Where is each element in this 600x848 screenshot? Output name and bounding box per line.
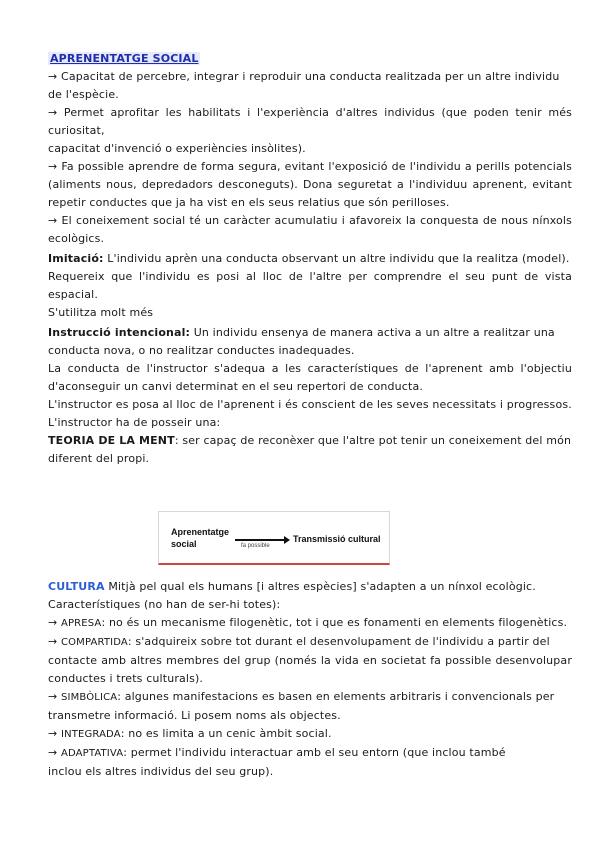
- diagram-left-line1: Aprenentatge: [171, 527, 230, 537]
- section-instruccio: [48, 324, 572, 468]
- list-item: → APRESA: no és un mecanisme filogenètic, tot i que es fonamenti en elements filogenètics.: [48, 616, 568, 629]
- paragraph-line: conducta nova, o no realitzar conductes inadequades.: [48, 344, 355, 357]
- paragraph-line: → Permet aprofitar les habilitats i l'experiència d'altres individus (que poden tenir més curiositat,: [48, 106, 572, 137]
- paragraph-line: capacitat d'invenció o experiències insòlites).: [48, 142, 306, 155]
- paragraph-line: L'instructor es posa al lloc de l'aprenent i és conscient de les seves necessitats i progressos.: [48, 398, 572, 411]
- item-key: SIMBÒLICA: [61, 692, 118, 703]
- instruccio-text: Un individu ensenya de manera activa a un altre a realitzar una: [190, 326, 555, 339]
- diagram-arrow-label: fa possible: [241, 543, 270, 549]
- item-text: : no és un mecanisme filogenètic, tot i que es fonamenti en elements filogenètics.: [101, 616, 568, 629]
- paragraph-line: S'utilitza molt més: [48, 306, 154, 319]
- imitacio-label: Imitació:: [48, 252, 104, 265]
- paragraph-line: ecològics.: [48, 232, 105, 245]
- teoria-label: TEORIA DE LA MENT: [48, 434, 175, 447]
- paragraph-line: Característiques (no han de ser-hi totes):: [48, 598, 281, 611]
- paragraph-line: inclou els altres individus del seu grup).: [48, 765, 274, 778]
- item-key: ADAPTATIVA: [61, 748, 124, 759]
- paragraph-line: d'aconseguir un canvi determinat en el seu repertori de conducta.: [48, 380, 424, 393]
- item-text: : permet l'individu interactuar amb el seu entorn (que inclou també: [123, 746, 506, 759]
- list-item: → COMPARTIDA: s'adquireix sobre tot durant el desenvolupament de l'individu a partir del: [48, 635, 550, 648]
- right-arrow-icon: [235, 539, 285, 541]
- diagram-left-line2: social: [171, 539, 197, 549]
- paragraph-line: La conducta de l'instructor s'adequa a les característiques de l'aprenent amb l'objectiu: [48, 362, 572, 375]
- paragraph-line: diferent del propi.: [48, 452, 150, 465]
- item-key: INTEGRADA: [61, 729, 121, 740]
- paragraph-line: (aliments nous, depredadors desconeguts). Dona seguretat a l'individuu aprenent, evitant: [48, 178, 572, 191]
- paragraph-line: contacte amb altres membres del grup (només la vida en societat fa possible desenvolupar: [48, 654, 572, 667]
- concept-diagram: [158, 511, 390, 565]
- section-cultura: [48, 578, 572, 781]
- instruccio-label: Instrucció intencional:: [48, 326, 191, 339]
- paragraph-line: de l'espècie.: [48, 88, 119, 101]
- item-key: COMPARTIDA: [61, 637, 128, 648]
- paragraph-line: → Capacitat de percebre, integrar i reproduir una conducta realitzada per un altre individu: [48, 70, 560, 83]
- paragraph-line: → Fa possible aprendre de forma segura, evitant l'exposició de l'individu a perills potencials: [48, 160, 572, 173]
- paragraph-line: → El coneixement social té un caràcter acumulatiu i afavoreix la conquesta de nous nínxols: [48, 214, 572, 227]
- diagram-left-box: [171, 526, 229, 550]
- list-item: → ADAPTATIVA: permet l'individu interactuar amb el seu entorn (que inclou també: [48, 746, 506, 759]
- paragraph-line: conductes i trets culturals).: [48, 672, 204, 685]
- paragraph-line: Requereix que l'individu es posi al lloc de l'altre per comprendre el seu punt de vista espacial.: [48, 270, 572, 301]
- item-text: : s'adquireix sobre tot durant el desenvolupament de l'individu a partir del: [127, 635, 550, 648]
- paragraph-line: repetir conductes que ja ha vist en els seus relatius que són perilloses.: [48, 196, 450, 209]
- list-item: → SIMBÒLICA: algunes manifestacions es basen en elements arbitraris i convencionals per: [48, 690, 555, 703]
- section-aprenentatge-social: [48, 50, 572, 248]
- paragraph-line: L'instructor ha de posseir una:: [48, 416, 221, 429]
- imitacio-text: L'individu aprèn una conducta observant un altre individu que la realitza (model).: [103, 252, 570, 265]
- paragraph-line: transmetre informació. Li posem noms als objectes.: [48, 709, 341, 722]
- section-imitacio: [48, 250, 572, 322]
- cultura-label: CULTURA: [48, 580, 105, 593]
- item-text: : no es limita a un cenic àmbit social.: [120, 727, 332, 740]
- teoria-text: : ser capaç de reconèxer que l'altre pot tenir un coneixement del món: [174, 434, 572, 447]
- diagram-right-label: Transmissió cultural: [293, 534, 381, 544]
- item-text: : algunes manifestacions es basen en elements arbitraris i convencionals per: [117, 690, 555, 703]
- section-title: APRENENTATGE SOCIAL: [50, 52, 199, 65]
- list-item: → INTEGRADA: no es limita a un cenic àmbit social.: [48, 727, 332, 740]
- item-key: APRESA: [61, 618, 102, 629]
- cultura-text: Mitjà pel qual els humans [i altres espècies] s'adapten a un nínxol ecològic.: [104, 580, 536, 593]
